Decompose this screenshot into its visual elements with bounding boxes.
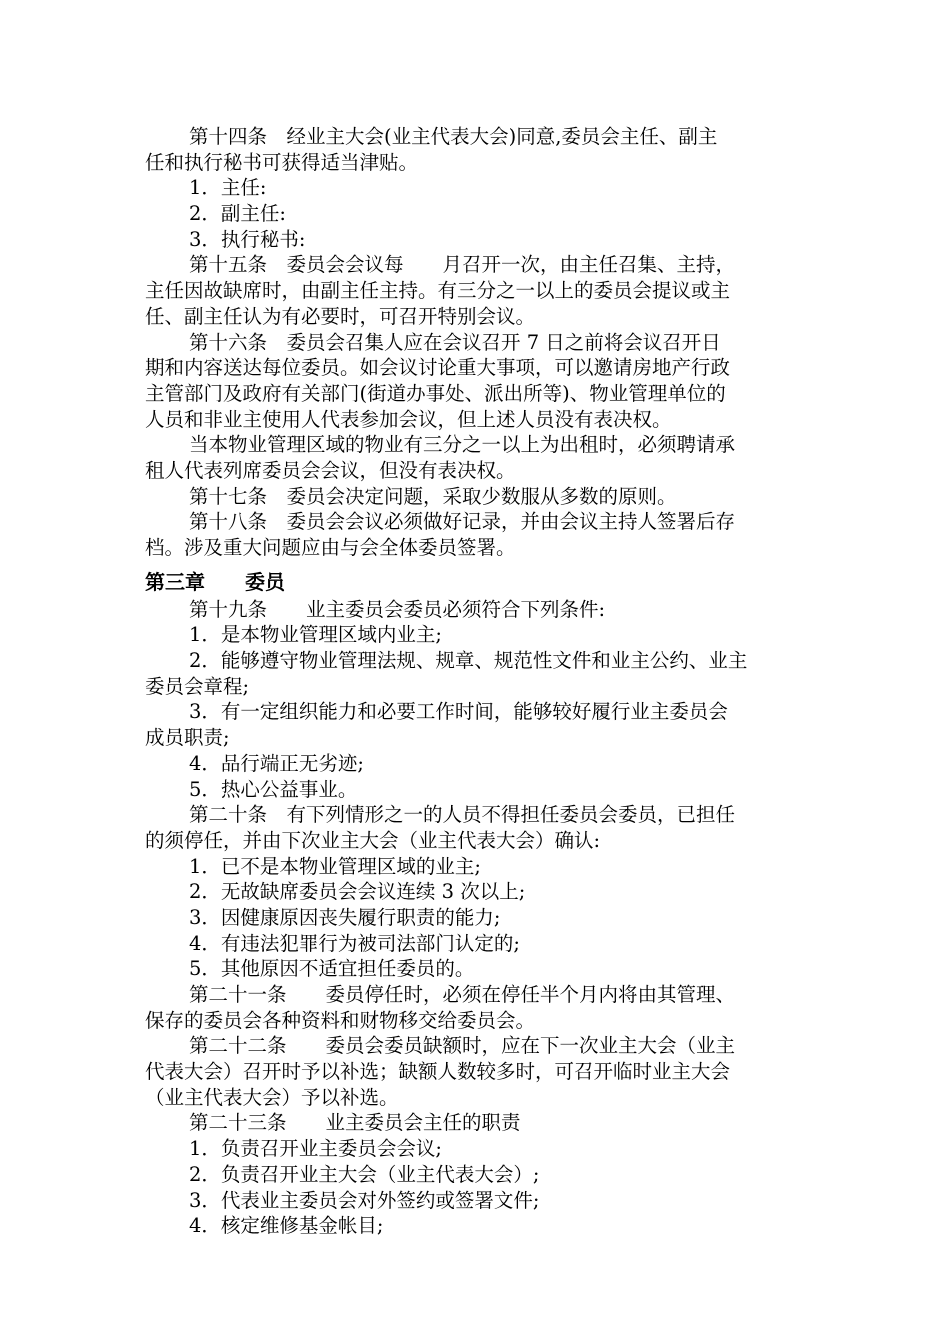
text-line: 主管部门及政府有关部门(街道办事处、派出所等)、物业管理单位的 (145, 381, 726, 405)
text-line: 代表大会）召开时予以补选；缺额人数较多时，可召开临时业主大会 (145, 1060, 731, 1084)
text-line: 2．无故缺席委员会会议连续 3 次以上; (189, 880, 526, 904)
text-line: 3．有一定组织能力和必要工作时间，能够较好履行业主委员会 (189, 700, 728, 724)
text-line: 第十五条 委员会会议每 月召开一次，由主任召集、主持， (189, 253, 736, 277)
text-line: 第十七条 委员会决定问题，采取少数服从多数的原则。 (189, 484, 677, 508)
text-line: 第二十条 有下列情形之一的人员不得担任委员会委员，已担任 (189, 803, 736, 827)
text-line: 3．代表业主委员会对外签约或签署文件; (189, 1188, 540, 1212)
text-line: 成员职责; (145, 726, 230, 750)
chapter-heading: 第三章 委员 (145, 569, 285, 594)
text-line: 第二十二条 委员会委员缺额时，应在下一次业主大会（业主 (189, 1034, 736, 1058)
text-line: 第二十三条 业主委员会主任的职责 (189, 1111, 521, 1135)
text-line: 5．热心公益事业。 (189, 777, 358, 801)
text-line: 的须停任，并由下次业主大会（业主代表大会）确认: (145, 828, 601, 852)
text-line: 5．其他原因不适宜担任委员的。 (189, 957, 475, 981)
text-line: 2．负责召开业主大会（业主代表大会）; (189, 1162, 540, 1186)
text-line: 第十九条 业主委员会委员必须符合下列条件: (189, 597, 606, 621)
text-line: 2．能够遵守物业管理法规、规章、规范性文件和业主公约、业主 (189, 649, 748, 673)
text-line: 第十六条 委员会召集人应在会议召开 7 日之前将会议召开日 (189, 330, 721, 354)
text-line: 任、副主任认为有必要时，可召开特别会议。 (145, 304, 536, 328)
text-line: 当本物业管理区域的物业有三分之一以上为出租时，必须聘请承 (189, 433, 736, 457)
text-line: 1．主任: (189, 176, 267, 200)
text-line: 4．品行端正无劣迹; (189, 751, 364, 775)
text-line: 委员会章程; (145, 674, 250, 698)
text-line: 1．是本物业管理区域内业主; (189, 623, 442, 647)
text-line: 4．有违法犯罪行为被司法部门认定的; (189, 931, 520, 955)
text-line: 2．副主任: (189, 202, 286, 226)
document-page (145, 124, 807, 1239)
text-line: 3．执行秘书: (189, 227, 306, 251)
text-line: 3．因健康原因丧失履行职责的能力; (189, 905, 501, 929)
text-line: 主任因故缺席时，由副主任主持。有三分之一以上的委员会提议或主 (145, 279, 731, 303)
text-line: 期和内容送达每位委员。如会议讨论重大事项，可以邀请房地产行政 (145, 356, 731, 380)
text-line: 4．核定维修基金帐目; (189, 1214, 384, 1238)
text-line: （业主代表大会）予以补选。 (145, 1085, 399, 1109)
text-line: 1．已不是本物业管理区域的业主; (189, 854, 481, 878)
text-line: 档。涉及重大问题应由与会全体委员签署。 (145, 536, 516, 559)
text-line: 第十四条 经业主大会(业主代表大会)同意,委员会主任、副主 (189, 125, 718, 148)
text-line: 第十八条 委员会会议必须做好记录，并由会议主持人签署后存 (189, 510, 736, 534)
text-line: 租人代表列席委员会会议，但没有表决权。 (145, 458, 516, 482)
text-line: 保存的委员会各种资料和财物移交给委员会。 (145, 1008, 536, 1032)
text-line: 1．负责召开业主委员会会议; (189, 1137, 442, 1161)
text-line: 任和执行秘书可获得适当津贴。 (145, 150, 419, 174)
text-line: 人员和非业主使用人代表参加会议，但上述人员没有表决权。 (145, 407, 672, 431)
text-line: 第二十一条 委员停任时，必须在停任半个月内将由其管理、 (189, 983, 736, 1006)
